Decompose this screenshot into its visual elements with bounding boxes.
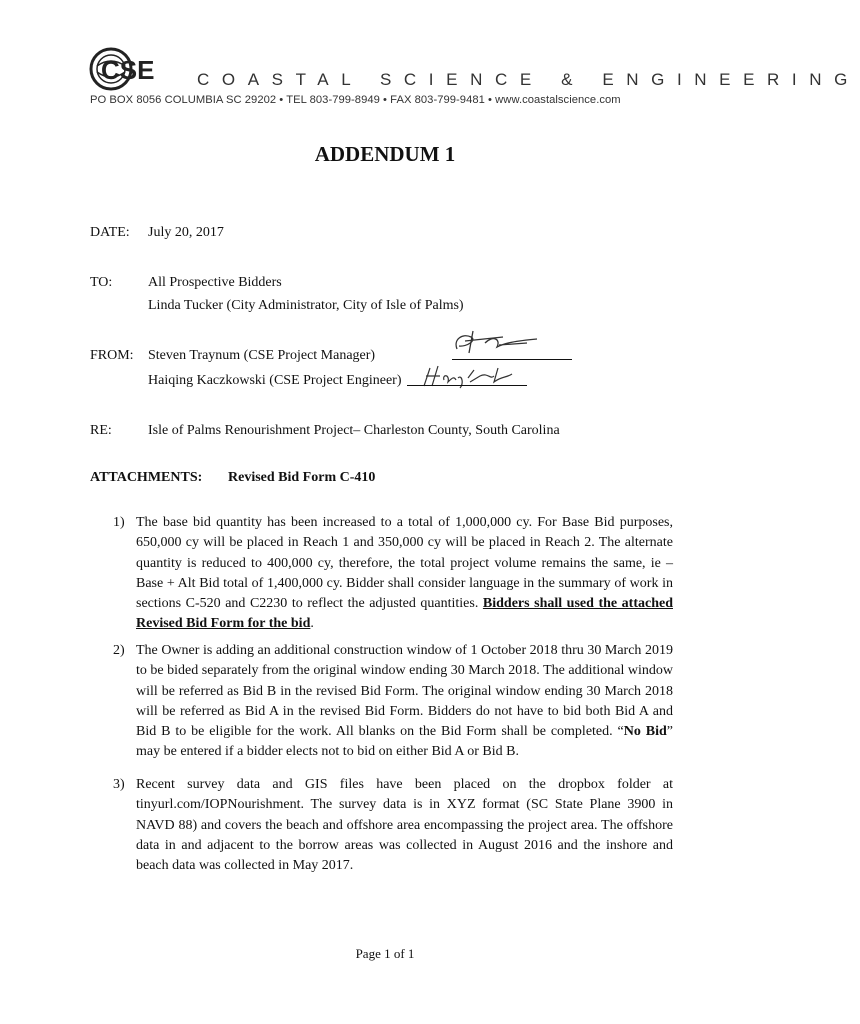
item-3 bbox=[113, 775, 673, 876]
re-label: RE: bbox=[90, 423, 112, 438]
from-line-2: Haiqing Kaczkowski (CSE Project Engineer) bbox=[148, 373, 402, 388]
item-1 bbox=[113, 513, 673, 635]
from-label: FROM: bbox=[90, 348, 134, 363]
item-emphasis: Bidders shall used the attached Revised Bid Form for the bid bbox=[136, 596, 673, 632]
to-line-2: Linda Tucker (City Administrator, City of Isle of Palms) bbox=[148, 298, 464, 313]
attachments-value: Revised Bid Form C-410 bbox=[228, 470, 376, 485]
page-footer: Page 1 of 1 bbox=[355, 946, 415, 961]
signature-traynum bbox=[445, 325, 575, 360]
date-label: DATE: bbox=[90, 225, 130, 240]
to-label: TO: bbox=[90, 275, 113, 290]
item-number: 2) bbox=[113, 643, 125, 658]
signature-line-1 bbox=[452, 359, 572, 360]
date-value: July 20, 2017 bbox=[148, 225, 224, 240]
item-text: The base bid quantity has been increased to a total of 1,000,000 cy. For Base Bid purposes, 650,000 cy will be placed in Reach 1 and 350,000 cy will be placed in Reach 2. The alternate quantity is reduced to 400,000 cy, therefore, the total project volume remains the same, ie – Base + Alt Bid total of 1,400,000 cy. Bidder shall consider language in the summary of work in sections C-520 and C2230 to reflect the adjusted quantities. Bidders shall used the attached Revised Bid Form for the bid. bbox=[136, 515, 673, 632]
signature-line-2 bbox=[407, 385, 527, 386]
item-number: 1) bbox=[113, 515, 125, 530]
from-line-1: Steven Traynum (CSE Project Manager) bbox=[148, 348, 376, 363]
item-2 bbox=[113, 641, 673, 763]
item-text: The Owner is adding an additional construction window of 1 October 2018 thru 30 March 2019 to be bided separately from the original window ending 30 March 2018. The additional window will be referred as Bid B in the revised Bid Form. The original window ending 30 March 2018 will be referred as Bid A in the revised Bid Form. Bidders do not have to bid both Bid A and Bid B to be eligible for the work. All blanks on the Bid Form shall be completed. “No Bid” may be entered if a bidder elects not to bid on either Bid A or Bid B. bbox=[136, 643, 673, 760]
firm-address: PO BOX 8056 COLUMBIA SC 29202 • TEL 803-799-8949 • FAX 803-799-9481 • www.coastalscience.com bbox=[90, 94, 621, 106]
to-line-1: All Prospective Bidders bbox=[148, 275, 282, 290]
svg-text:CSE: CSE bbox=[101, 55, 155, 85]
item-text: Recent survey data and GIS files have been placed on the dropbox folder at tinyurl.com/IOPNourishment. The survey data is in XYZ format (SC State Plane 3900 in NAVD 88) and covers the beach and offshore area encompassing the project area. The offshore data in and adjacent to the borrow areas was collected in August 2016 and the inshore and beach data was collected in May 2017. bbox=[136, 777, 673, 874]
re-value: Isle of Palms Renourishment Project– Charleston County, South Carolina bbox=[148, 423, 560, 438]
item-emphasis: No Bid bbox=[623, 724, 667, 740]
firm-name: COASTAL SCIENCE & ENGINEERING bbox=[197, 70, 860, 89]
item-number: 3) bbox=[113, 777, 125, 792]
attachments-label: ATTACHMENTS: bbox=[90, 470, 203, 485]
cse-logo bbox=[88, 44, 172, 94]
document-title: ADDENDUM 1 bbox=[314, 142, 456, 166]
